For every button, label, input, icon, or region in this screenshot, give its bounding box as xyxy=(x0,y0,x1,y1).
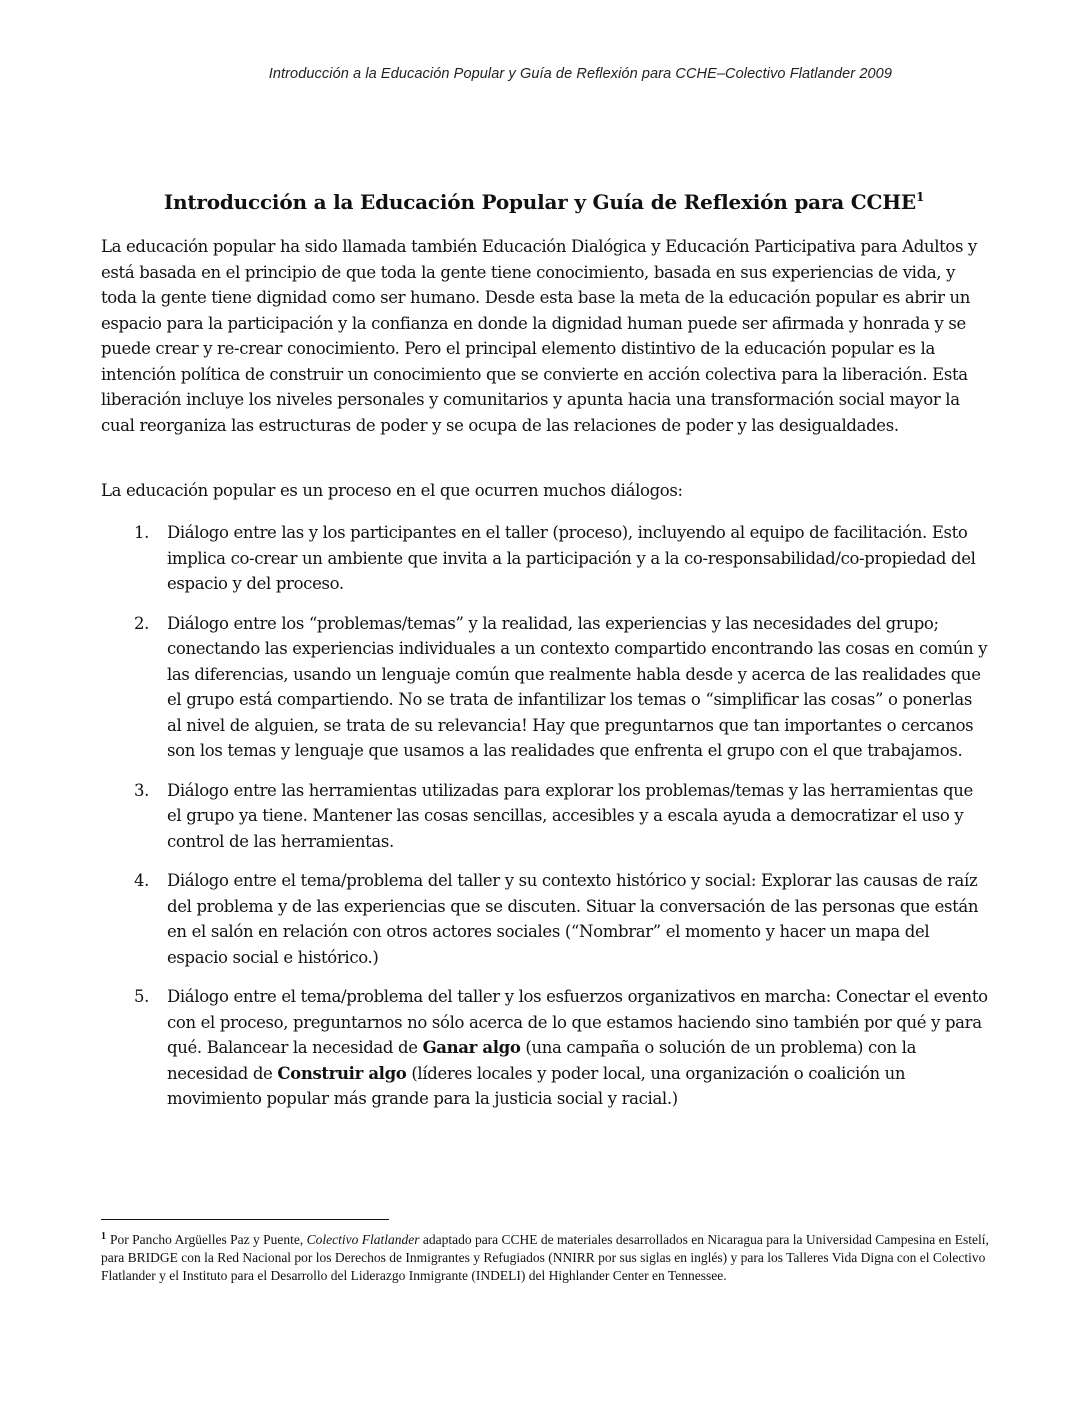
list-item-text: Diálogo entre las herramientas utilizadas para explorar los problemas/temas y las herramientas que el grupo ya tiene. Mantener las cosas sencillas, accesibles y a escala ayuda a democratizar el uso y control de las herramientas. xyxy=(167,780,973,851)
emphasis-ganar-algo: Ganar algo xyxy=(422,1038,521,1057)
list-item-text-part: (líderes locales y poder local, una organización o coalición un movimiento popular más grande para la justicia social y racial.) xyxy=(167,1063,906,1108)
list-item-number: 2. xyxy=(134,613,150,633)
emphasis-construir-algo: Construir algo xyxy=(277,1063,407,1083)
footnote xyxy=(101,1228,991,1285)
running-header: Introducción a la Educación Popular y Guía de Reflexión para CCHE–Colectivo Flatlander 2009 xyxy=(268,66,892,82)
list-item-text-part: Diálogo entre el tema/problema del taller y los esfuerzos organizativos en marcha: Conectar el evento con el proceso, preguntarnos no sólo acerca de lo que estamos haciendo sino también por qué y para qué. Balancear la necesidad de xyxy=(167,987,988,1057)
list-item-text: Diálogo entre el tema/problema del taller y su contexto histórico y social: Explorar las causas de raíz del problema y de las experiencias que se discuten. Situar la conversación de las personas que están en el salón en relación con otros actores sociales (“Nombrar” el momento y hacer un mapa del espacio social e histórico.) xyxy=(167,871,979,967)
footnote-text-part: Por Pancho Argüelles Paz y Puente, xyxy=(110,1232,307,1247)
list-item-text-part: (una campaña o solución de un problema) con la necesidad de xyxy=(167,1038,917,1083)
list-item xyxy=(101,984,991,1112)
page-title xyxy=(0,190,1088,214)
footnote-text-part: adaptado para CCHE de materiales desarrollados en Nicaragua para la Universidad Campesina en Estelí, para BRIDGE con la Red Nacional por los Derechos de Inmigrantes y Refugiados (NNIRR por sus siglas en inglés) y para los Talleres Vida Digna con el Colectivo Flatlander y el Instituto para el Desarrollo del Liderazgo Inmigrante (INDELI) del Highlander Center en Tennessee. xyxy=(101,1232,989,1283)
title-footnote-mark: 1 xyxy=(915,190,925,204)
list-item xyxy=(101,868,991,970)
list-item-number: 3. xyxy=(134,780,150,800)
list-item xyxy=(101,611,991,764)
footnote-mark: 1 xyxy=(101,1231,106,1242)
list-lead-paragraph: La educación popular es un proceso en el que ocurren muchos diálogos: xyxy=(101,481,683,500)
list-item-number: 1. xyxy=(134,523,150,542)
list-item xyxy=(101,778,991,855)
list-item-text: Diálogo entre los “problemas/temas” y la realidad, las experiencias y las necesidades del grupo; conectando las experiencias individuales a un contexto compartido encontrando las cosas en común y las diferencias, usando un lenguaje común que realmente habla desde y acerca de las realidades que el grupo está compartiendo. No se trata de infantilizar los temas o “simplificar las cosas” o ponerlas al nivel de alguien, se trata de su relevancia! Hay que preguntarnos que tan importantes o cercanos son los temas y lenguaje que usamos a las realidades que enfrenta el grupo con el que trabajamos. xyxy=(167,613,988,760)
page-title-text: Introducción a la Educación Popular y Guía de Reflexión para CCHE xyxy=(163,190,916,214)
footnote-divider xyxy=(101,1219,389,1220)
dialogue-list xyxy=(101,520,991,1126)
list-item-text: Diálogo entre las y los participantes en el taller (proceso), incluyendo al equipo de facilitación. Esto implica co-crear un ambiente que invita a la participación y a la co-responsabilidad/co-propiedad del espacio y del proceso. xyxy=(167,523,976,593)
list-item-number: 4. xyxy=(134,871,150,890)
list-item-number: 5. xyxy=(134,987,150,1006)
list-item xyxy=(101,520,991,597)
intro-paragraph: La educación popular ha sido llamada también Educación Dialógica y Educación Participativa para Adultos y está basada en el principio de que toda la gente tiene conocimiento, basada en sus experiencias de vida, y toda la gente tiene dignidad como ser humano. Desde esta base la meta de la educación popular es abrir un espacio para la participación y la confianza en donde la dignidad human puede ser afirmada y honrada y se puede crear y re-crear conocimiento. Pero el principal elemento distintivo de la educación popular es la intención política de construir un conocimiento que se convierte en acción colectiva para la liberación. Esta liberación incluye los niveles personales y comunitarios y apunta hacia una transformación social mayor la cual reorganiza las estructuras de poder y se ocupa de las relaciones de poder y las desigualdades. xyxy=(101,237,978,435)
footnote-italic-name: Colectivo Flatlander xyxy=(306,1232,420,1247)
